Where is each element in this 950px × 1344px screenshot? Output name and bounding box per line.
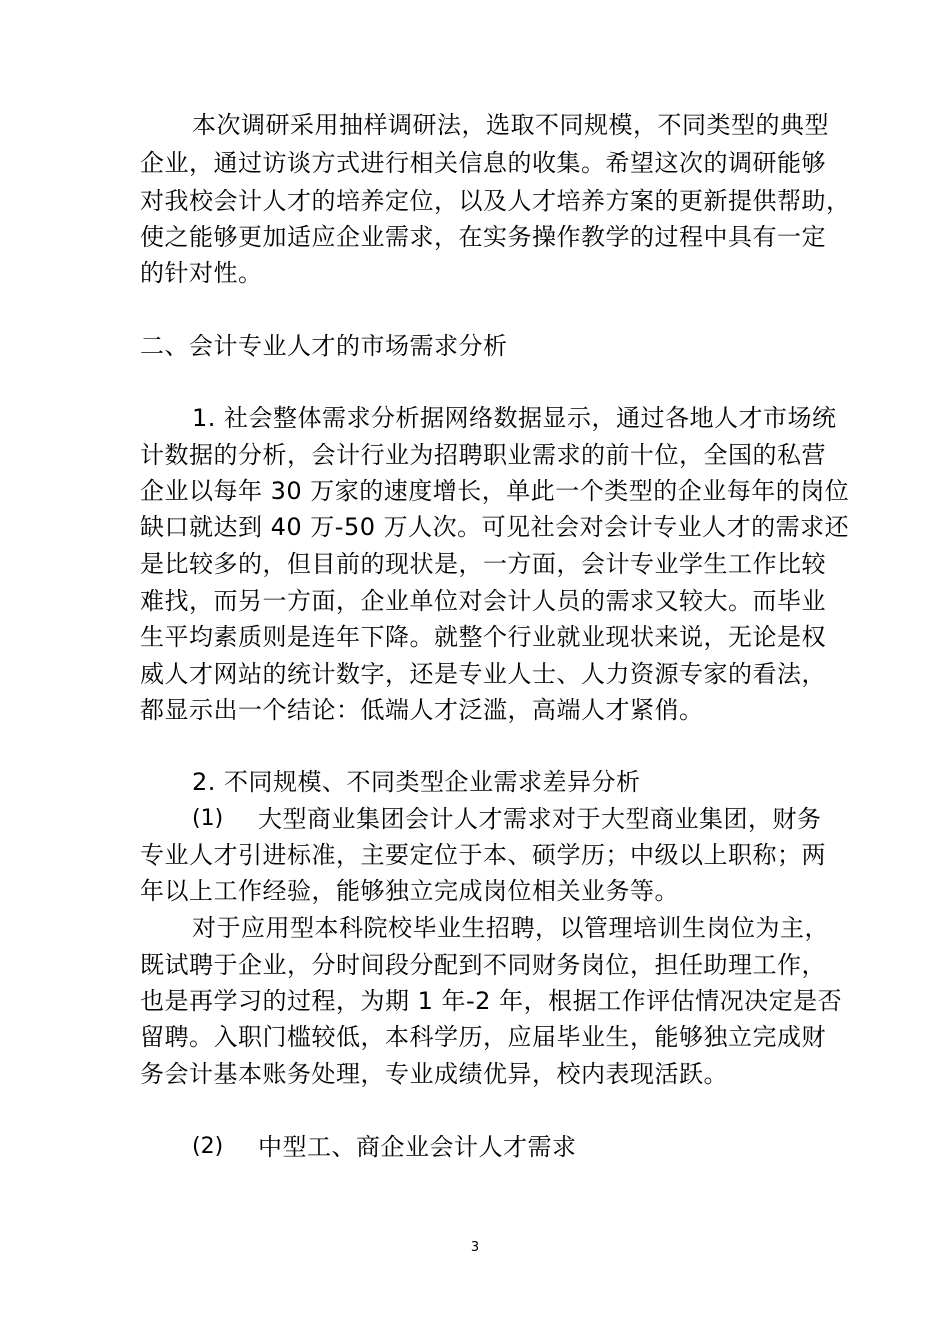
item-text: 中型工、商企业会计人才需求	[258, 1133, 577, 1161]
item-number: (2)	[192, 1134, 224, 1159]
grad-line: 留聘。入职门槛较低，本科学历，应届毕业生，能够独立完成财	[140, 1023, 826, 1051]
grad-line: 对于应用型本科院校毕业生招聘，以管理培训生岗位为主，	[192, 914, 829, 942]
item-line: 专业人才引进标准，主要定位于本、硕学历；中级以上职称；两	[140, 841, 826, 869]
sub2-heading: 2. 不同规模、不同类型企业需求差异分析	[192, 768, 641, 796]
sub1-line: 是比较多的，但目前的现状是，一方面，会计专业学生工作比较	[140, 550, 826, 578]
sub1-line: 难找，而另一方面，企业单位对会计人员的需求又较大。而毕业	[140, 587, 826, 615]
intro-line: 使之能够更加适应企业需求，在实务操作教学的过程中具有一定	[140, 223, 826, 251]
sub1-line: 计数据的分析，会计行业为招聘职业需求的前十位，全国的私营	[140, 441, 826, 469]
item-line: 年以上工作经验，能够独立完成岗位相关业务等。	[140, 877, 679, 905]
grad-line: 既试聘于企业，分时间段分配到不同财务岗位，担任助理工作，	[140, 951, 826, 979]
intro-line: 的针对性。	[140, 259, 263, 287]
intro-line: 本次调研采用抽样调研法，选取不同规模，不同类型的典型	[192, 111, 829, 139]
sub1-line: 威人才网站的统计数字，还是专业人士、人力资源专家的看法，	[140, 660, 826, 688]
intro-line: 企业，通过访谈方式进行相关信息的收集。希望这次的调研能够	[140, 149, 826, 177]
grad-line: 也是再学习的过程，为期 1 年-2 年，根据工作评估情况决定是否	[140, 987, 843, 1015]
sub1-line: 都显示出一个结论：低端人才泛滥，高端人才紧俏。	[140, 696, 704, 724]
sub1-line: 1. 社会整体需求分析据网络数据显示，通过各地人才市场统	[192, 404, 837, 432]
item-number: (1)	[192, 806, 224, 831]
intro-line: 对我校会计人才的培养定位，以及人才培养方案的更新提供帮助，	[140, 187, 851, 215]
grad-line: 务会计基本账务处理，专业成绩优异，校内表现活跃。	[140, 1060, 728, 1088]
section-heading: 二、会计专业人才的市场需求分析	[140, 332, 508, 360]
page-number: 3	[470, 1240, 480, 1255]
item-first-line: 大型商业集团会计人才需求对于大型商业集团，财务	[258, 805, 822, 833]
sub1-line: 缺口就达到 40 万-50 万人次。可见社会对会计专业人才的需求还	[140, 513, 850, 541]
sub1-line: 生平均素质则是连年下降。就整个行业就业现状来说，无论是权	[140, 623, 826, 651]
sub1-line: 企业以每年 30 万家的速度增长，单此一个类型的企业每年的岗位	[140, 477, 850, 505]
